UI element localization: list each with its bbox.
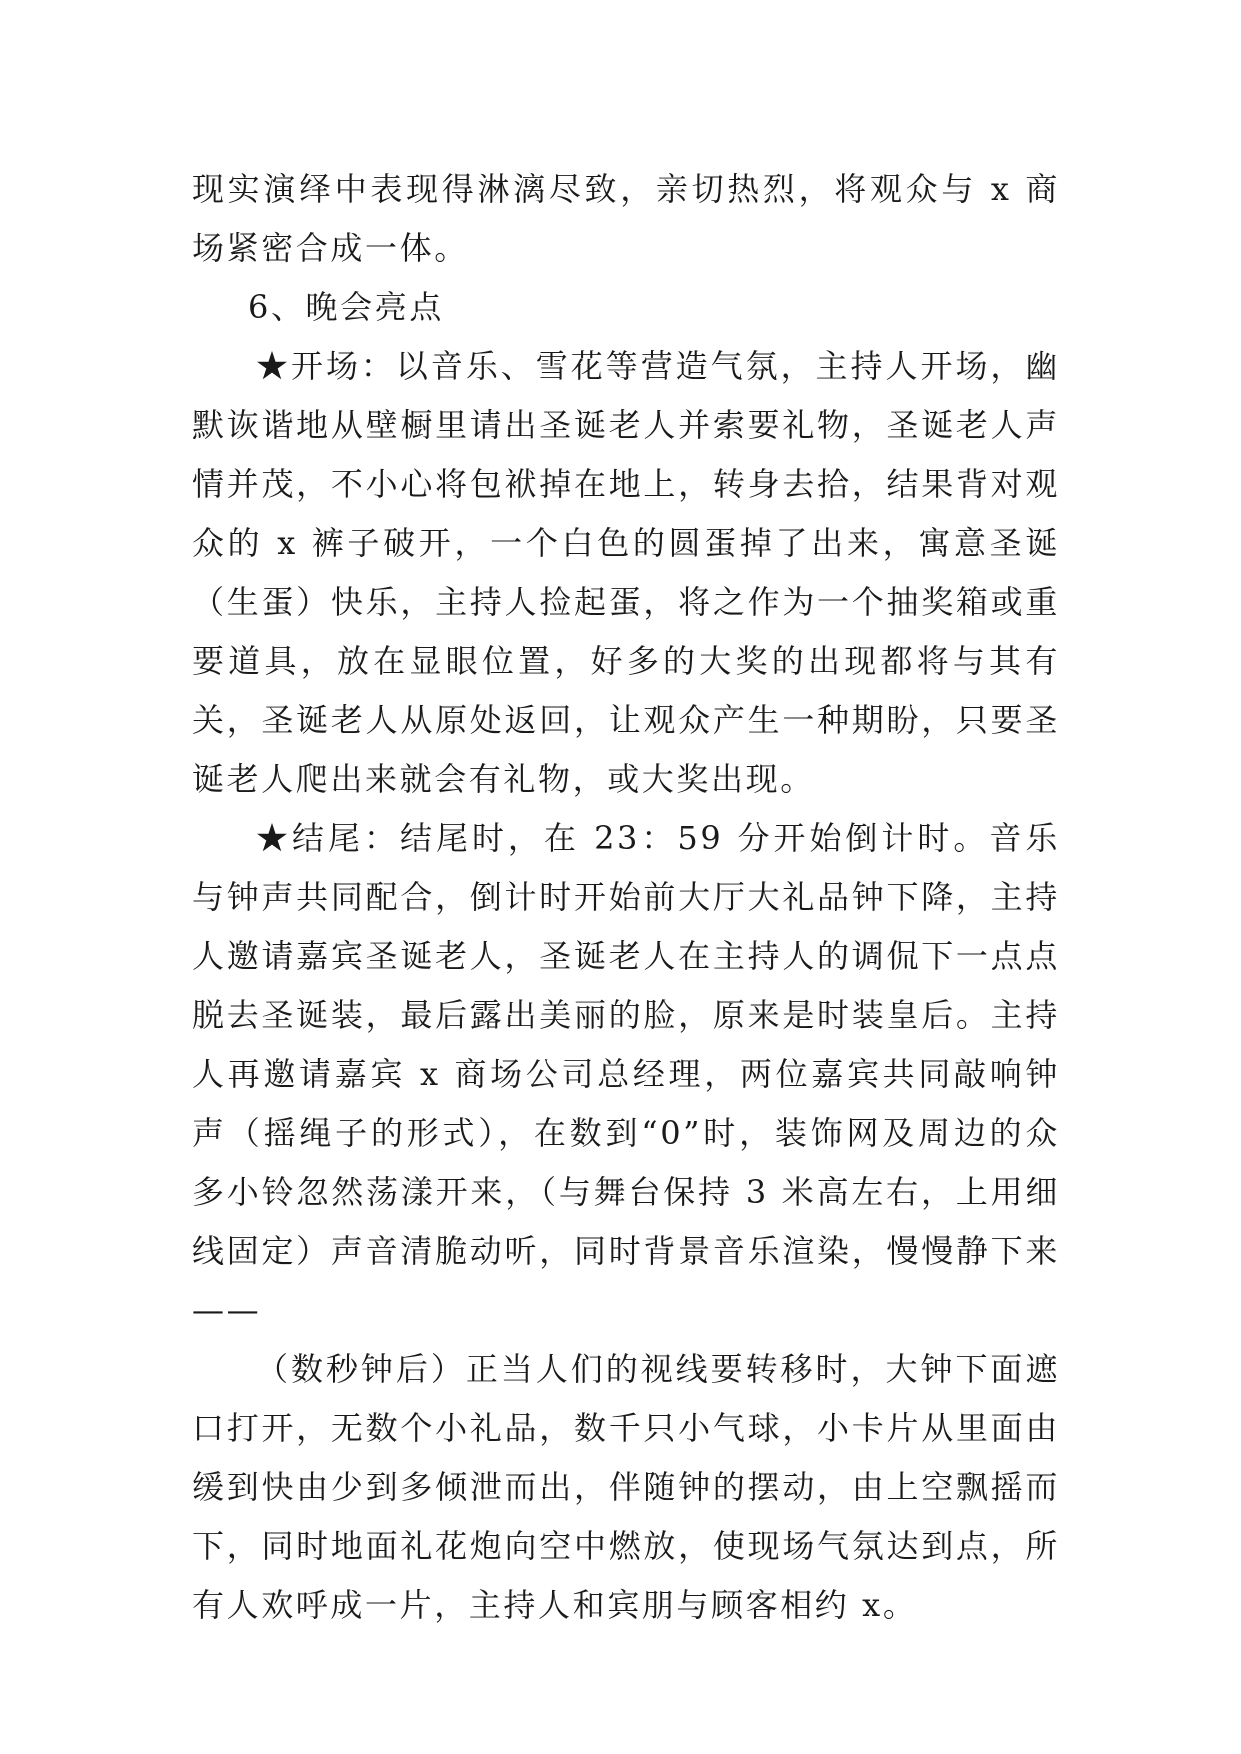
paragraph-finale: （数秒钟后）正当人们的视线要转移时，大钟下面遮口打开，无数个小礼品，数千只小气球，小卡片从里面由缓到快由少到多倾泄而出，伴随钟的摆动，由上空飘摇而下，同时地面礼花炮向空中燃放，使现场气氛达到点，所有人欢呼成一片，主持人和宾朋与顾客相约 x。	[192, 1350, 1060, 1624]
section-heading: 6、晚会亮点	[248, 288, 444, 326]
paragraph-continuation: 现实演绎中表现得淋漓尽致，亲切热烈，将观众与 x 商场紧密合成一体。	[192, 170, 1060, 267]
paragraph-opening: ★开场：以音乐、雪花等营造气氛，主持人开场，幽默诙谐地从壁橱里请出圣诞老人并索要礼物，圣诞老人声情并茂，不小心将包袱掉在地上，转身去拾，结果背对观众的 x 裤子破开，一个白色的圆蛋掉了出来，寓意圣诞（生蛋）快乐，主持人捡起蛋，将之作为一个抽奖箱或重要道具，放在显眼位置，好多的大奖的出现都将与其有关，圣诞老人从原处返回，让观众产生一种期盼，只要圣诞老人爬出来就会有礼物，或大奖出现。	[192, 347, 1060, 798]
document-body	[192, 160, 1060, 1635]
paragraph-ending: ★结尾：结尾时，在 23：59 分开始倒计时。音乐与钟声共同配合，倒计时开始前大厅大礼品钟下降，主持人邀请嘉宾圣诞老人，圣诞老人在主持人的调侃下一点点脱去圣诞装，最后露出美丽的脸，原来是时装皇后。主持人再邀请嘉宾 x 商场公司总经理，两位嘉宾共同敲响钟声（摇绳子的形式），在数到“0”时，装饰网及周边的众多小铃忽然荡漾开来，（与舞台保持 3 米高左右，上用细线固定）声音清脆动听，同时背景音乐渲染，慢慢静下来——	[192, 819, 1060, 1329]
